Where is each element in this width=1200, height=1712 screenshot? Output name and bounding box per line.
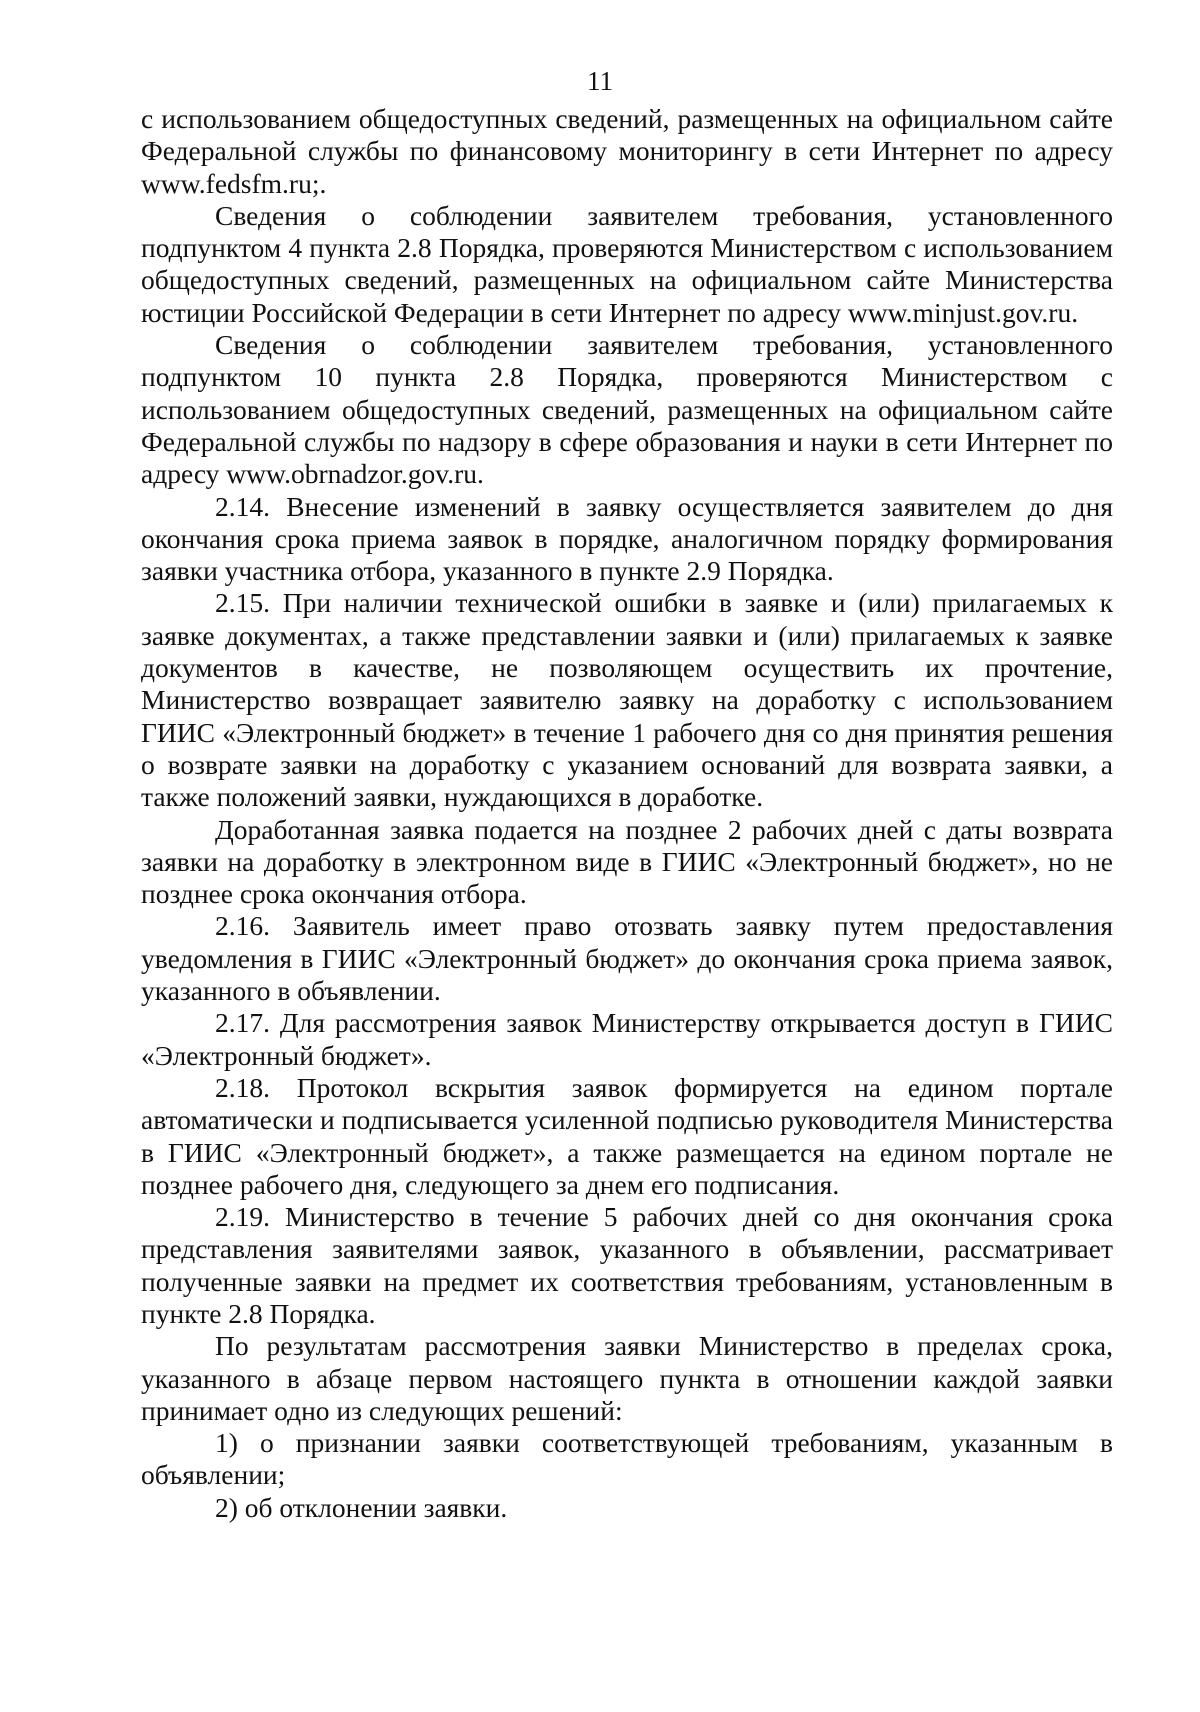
paragraph: По результатам рассмотрения заявки Министерство в пределах срока, указанного в абзаце первом настоящего пункта в отношении каждой заявки принимает одно из следующих решений: <box>141 1330 1113 1426</box>
paragraph: с использованием общедоступных сведений, размещенных на официальном сайте Федеральной службы по финансовому мониторингу в сети Интернет по адресу www.fedsfm.ru;. <box>141 103 1113 199</box>
list-item: 2) об отклонении заявки. <box>215 1491 508 1523</box>
list-item: 1) о признании заявки соответствующей требованиям, указанным в объявлении; <box>141 1427 1113 1491</box>
paragraph: 2.16. Заявитель имеет право отозвать заявку путем предоставления уведомления в ГИИС «Электронный бюджет» до окончания срока приема заявок, указанного в объявлении. <box>141 910 1113 1007</box>
paragraph: Сведения о соблюдении заявителем требования, установленного подпунктом 4 пункта 2.8 Порядка, проверяются Министерством с использованием общедоступных сведений, размещенных на официальном сайте Министерства юстиции Российской Федерации в сети Интернет по адресу www.minjust.gov.ru. <box>141 199 1113 328</box>
document-body <box>141 103 1113 1524</box>
paragraph: 2.14. Внесение изменений в заявку осуществляется заявителем до дня окончания срока приема заявок в порядке, аналогичном порядку формирования заявки участника отбора, указанного в пункте 2.9 Порядка. <box>141 490 1113 587</box>
paragraph: Доработанная заявка подается на позднее 2 рабочих дней с даты возврата заявки на доработку в электронном виде в ГИИС «Электронный бюджет», но не позднее срока окончания отбора. <box>141 813 1113 910</box>
paragraph: 2.18. Протокол вскрытия заявок формируется на едином портале автоматически и подписывается усиленной подписью руководителя Министерства в ГИИС «Электронный бюджет», а также размещается на едином портале не позднее рабочего дня, следующего за днем его подписания. <box>141 1071 1113 1200</box>
paragraph: 2.17. Для рассмотрения заявок Министерству открывается доступ в ГИИС «Электронный бюджет». <box>141 1007 1113 1071</box>
paragraph: 2.15. При наличии технической ошибки в заявке и (или) прилагаемых к заявке документах, а также представлении заявки и (или) прилагаемых к заявке документов в качестве, не позволяющем осуществить их прочтение, Министерство возвращает заявителю заявку на доработку с использованием ГИИС «Электронный бюджет» в течение 1 рабочего дня со дня принятия решения о возврате заявки на доработку с указанием оснований для возврата заявки, а также положений заявки, нуждающихся в доработке. <box>141 587 1113 813</box>
paragraph: Сведения о соблюдении заявителем требования, установленного подпунктом 10 пункта 2.8 Порядка, проверяются Министерством с использованием общедоступных сведений, размещенных на официальном сайте Федеральной службы по надзору в сфере образования и науки в сети Интернет по адресу www.obrnadzor.gov.ru. <box>141 329 1113 490</box>
paragraph: 2.19. Министерство в течение 5 рабочих дней со дня окончания срока представления заявителями заявок, указанного в объявлении, рассматривает полученные заявки на предмет их соответствия требованиям, установленным в пункте 2.8 Порядка. <box>141 1201 1113 1329</box>
page-number: 11 <box>587 66 613 96</box>
